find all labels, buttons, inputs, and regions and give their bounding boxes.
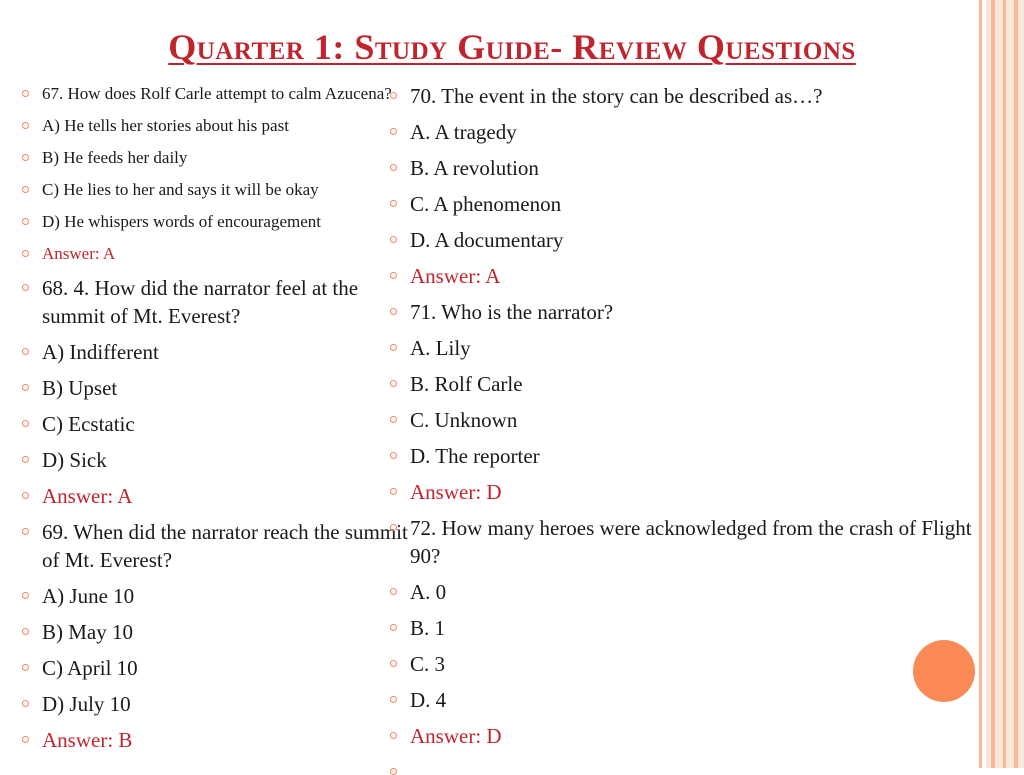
- bullet-icon: [390, 524, 397, 531]
- bullet-icon: [390, 308, 397, 315]
- list-item-text: A. 0: [410, 580, 447, 604]
- list-item-text: A) Indifferent: [42, 340, 159, 364]
- list-item-text: Answer: A: [42, 484, 133, 508]
- bullet-icon: [390, 488, 397, 495]
- list-item: [14, 374, 409, 402]
- answer-item: [14, 726, 409, 754]
- list-item: [14, 210, 409, 233]
- list-item-text: C) April 10: [42, 656, 138, 680]
- bullet-icon: [22, 122, 29, 129]
- decorative-circle: [913, 640, 975, 702]
- stripe-line-1: [979, 0, 982, 768]
- bullet-icon: [22, 154, 29, 161]
- bullet-icon: [390, 624, 397, 631]
- list-item-text: B. Rolf Carle: [410, 372, 523, 396]
- stripe-line-2: [991, 0, 995, 768]
- answer-item: [14, 482, 409, 510]
- list-item-text: B) May 10: [42, 620, 133, 644]
- list-item-text: Answer: B: [42, 728, 133, 752]
- bullet-icon: [22, 492, 29, 499]
- list-item: [14, 690, 409, 718]
- list-item: [14, 274, 409, 330]
- bullet-icon: [390, 416, 397, 423]
- list-item-text: 72. How many heroes were acknowledged from the crash of Flight 90?: [410, 516, 972, 568]
- list-item-text: D) Sick: [42, 448, 107, 472]
- list-item-text: 69. When did the narrator reach the summit of Mt. Everest?: [42, 520, 408, 572]
- left-question-list: [14, 82, 409, 762]
- list-item-text: A) He tells her stories about his past: [42, 116, 289, 135]
- list-item-text: C) He lies to her and says it will be okay: [42, 180, 319, 199]
- bullet-icon: [22, 384, 29, 391]
- list-item-text: C) Ecstatic: [42, 412, 135, 436]
- list-item-text: D. The reporter: [410, 444, 540, 468]
- list-item: [14, 518, 409, 574]
- list-item: [382, 614, 972, 642]
- bullet-icon: [390, 696, 397, 703]
- list-item: [382, 334, 972, 362]
- bullet-icon: [390, 236, 397, 243]
- list-item: [382, 406, 972, 434]
- list-item-text: Answer: A: [410, 264, 501, 288]
- bullet-icon: [22, 90, 29, 97]
- bullet-icon: [390, 92, 397, 99]
- bullet-icon: [22, 420, 29, 427]
- list-item-text: A) June 10: [42, 584, 135, 608]
- list-item: [14, 82, 409, 105]
- list-item: [382, 370, 972, 398]
- stripe-line-3: [1003, 0, 1006, 768]
- bullet-icon: [22, 186, 29, 193]
- list-item-text: Answer: A: [42, 244, 116, 263]
- bullet-icon: [22, 628, 29, 635]
- bullet-icon: [22, 592, 29, 599]
- list-item-text: 70. The event in the story can be described as…?: [410, 84, 823, 108]
- list-item: [382, 578, 972, 606]
- list-item: [382, 650, 972, 678]
- list-item: [14, 178, 409, 201]
- list-item: [14, 582, 409, 610]
- list-item-text: B) He feeds her daily: [42, 148, 188, 167]
- list-item-text: A. A tragedy: [410, 120, 517, 144]
- list-item: [382, 514, 972, 570]
- bullet-icon: [22, 218, 29, 225]
- list-item-text: D) He whispers words of encouragement: [42, 212, 321, 231]
- list-item: [14, 618, 409, 646]
- list-item: [14, 654, 409, 682]
- bullet-icon: [390, 344, 397, 351]
- bullet-icon: [390, 380, 397, 387]
- bullet-icon: [390, 768, 397, 775]
- list-item-text: B) Upset: [42, 376, 118, 400]
- list-item-text: 68. 4. How did the narrator feel at the summit of Mt. Everest?: [42, 276, 359, 328]
- list-item-text: D. 4: [410, 688, 447, 712]
- bullet-icon: [390, 452, 397, 459]
- list-item-text: C. 3: [410, 652, 446, 676]
- list-item-text: A. Lily: [410, 336, 471, 360]
- list-item: [14, 114, 409, 137]
- answer-item: [382, 478, 972, 506]
- bullet-icon: [22, 250, 29, 257]
- bullet-icon: [390, 128, 397, 135]
- list-item: [382, 154, 972, 182]
- slide-title: Quarter 1: Study Guide- Review Questions: [168, 27, 856, 67]
- list-item-text: B. A revolution: [410, 156, 539, 180]
- answer-item: [382, 722, 972, 750]
- bullet-icon: [390, 732, 397, 739]
- list-item: [14, 338, 409, 366]
- list-item: [382, 226, 972, 254]
- bullet-icon: [390, 200, 397, 207]
- stripe-line-4: [1014, 0, 1018, 768]
- list-item-text: D) July 10: [42, 692, 131, 716]
- list-item: [14, 410, 409, 438]
- list-item: [382, 442, 972, 470]
- list-item: [382, 686, 972, 714]
- bullet-icon: [390, 164, 397, 171]
- list-item-text: C. Unknown: [410, 408, 518, 432]
- list-item-text: C. A phenomenon: [410, 192, 562, 216]
- bullet-icon: [390, 660, 397, 667]
- list-item-text: 71. Who is the narrator?: [410, 300, 614, 324]
- list-item: [382, 298, 972, 326]
- list-item: [382, 190, 972, 218]
- list-item-text: Answer: D: [410, 480, 502, 504]
- bullet-icon: [22, 528, 29, 535]
- list-item-text: Answer: D: [410, 724, 502, 748]
- list-item-text: 67. How does Rolf Carle attempt to calm Azucena?: [42, 84, 392, 103]
- bullet-icon: [390, 272, 397, 279]
- bullet-icon: [22, 664, 29, 671]
- bullet-icon: [22, 700, 29, 707]
- bullet-icon: [390, 588, 397, 595]
- list-item-text: B. 1: [410, 616, 446, 640]
- bullet-icon: [22, 348, 29, 355]
- bullet-icon: [22, 284, 29, 291]
- list-item: [14, 446, 409, 474]
- answer-item: [382, 262, 972, 290]
- bullet-icon: [22, 736, 29, 743]
- list-item-text: D. A documentary: [410, 228, 564, 252]
- answer-item: [14, 242, 409, 265]
- list-item: [14, 146, 409, 169]
- right-question-list: [382, 82, 972, 758]
- bullet-icon: [22, 456, 29, 463]
- list-item: [382, 82, 972, 110]
- list-item: [382, 118, 972, 146]
